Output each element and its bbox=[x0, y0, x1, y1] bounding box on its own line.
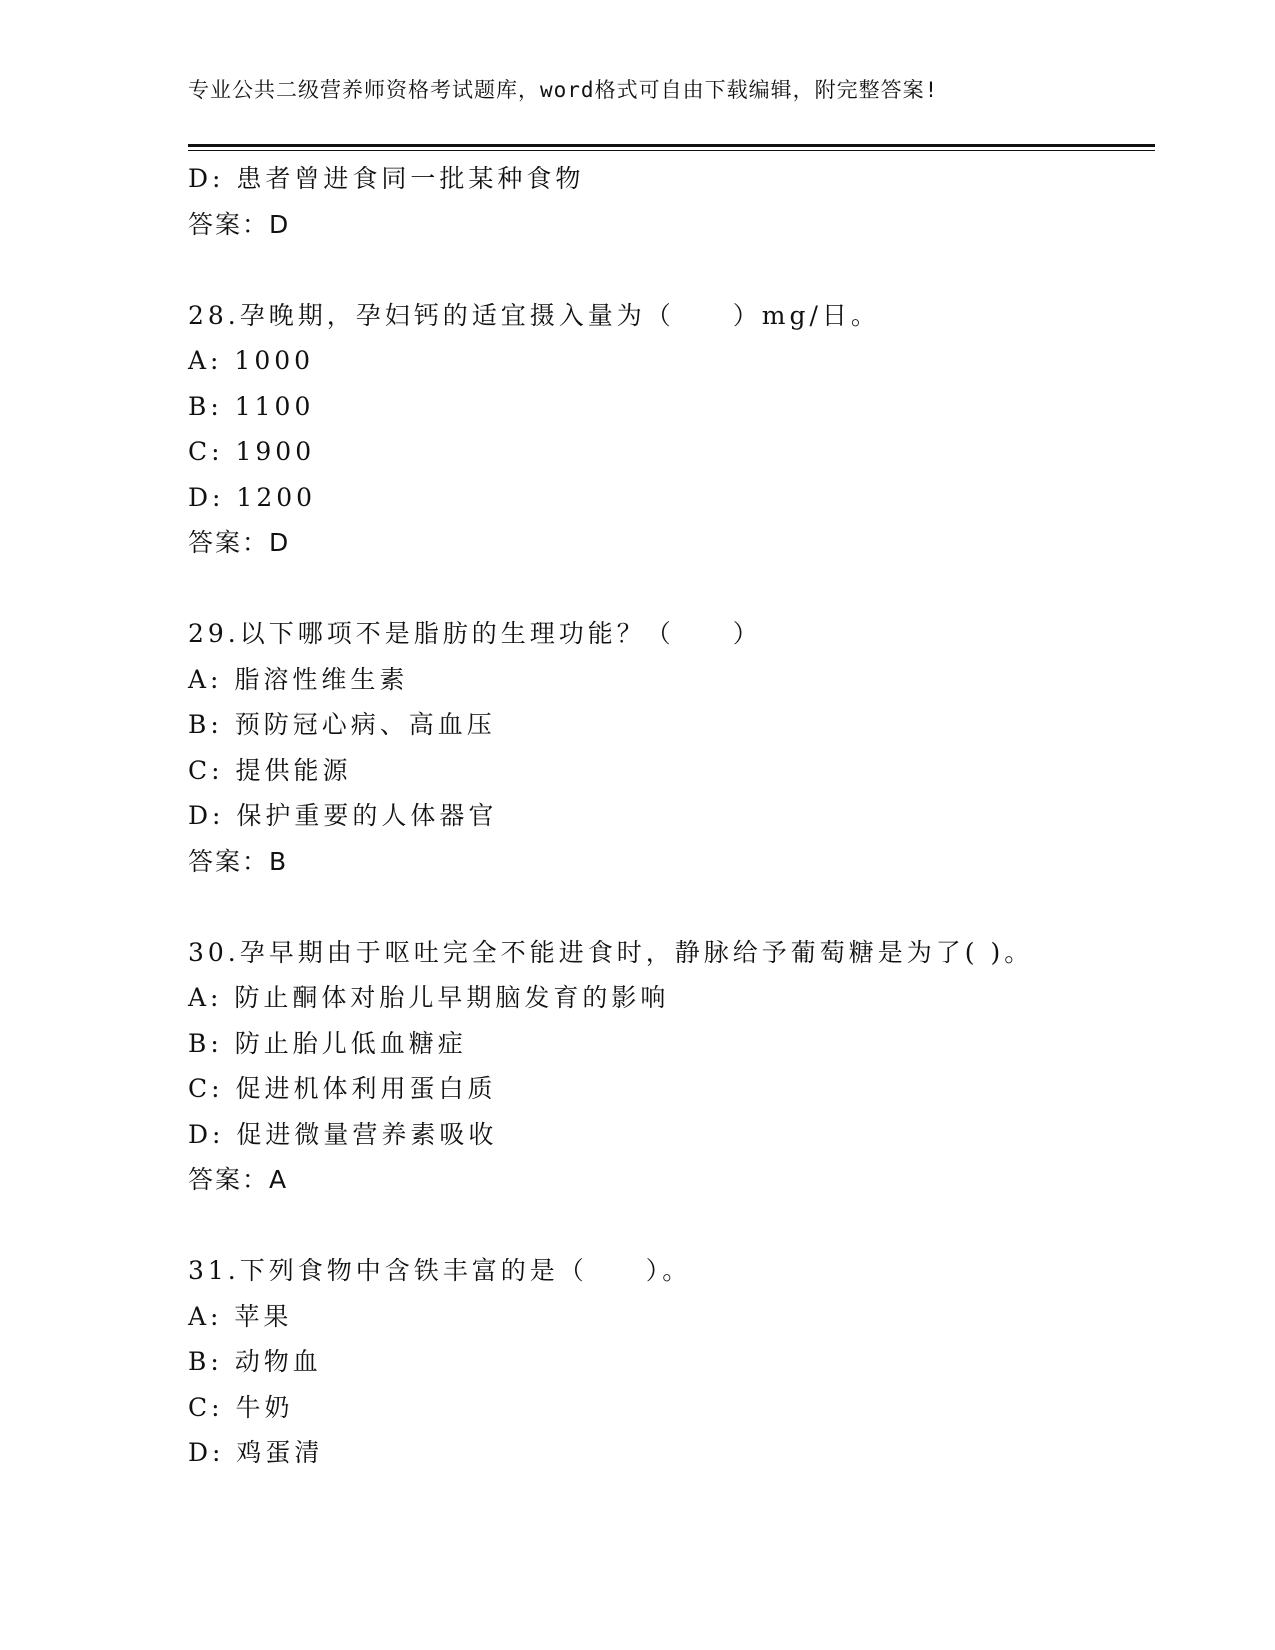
option-text: D: 鸡蛋清 bbox=[188, 1438, 324, 1467]
answer-text: 答案：B bbox=[188, 846, 289, 876]
header-rule-thick bbox=[188, 144, 1155, 147]
question-text: 30.孕早期由于呕吐完全不能进食时，静脉给予葡萄糖是为了( )。 bbox=[188, 937, 1034, 967]
spacer bbox=[188, 884, 1148, 930]
option-text: A: 苹果 bbox=[188, 1301, 293, 1331]
option-text: C: 促进机体利用蛋白质 bbox=[188, 1074, 497, 1103]
option-text: A: 脂溶性维生素 bbox=[188, 664, 409, 694]
question-text: 29.以下哪项不是脂肪的生理功能？（ ） bbox=[188, 619, 762, 648]
option-text: A: 防止酮体对胎儿早期脑发育的影响 bbox=[188, 983, 670, 1012]
question-text: 31.下列食物中含铁丰富的是（ ）。 bbox=[188, 1256, 692, 1285]
option-text: C: 牛奶 bbox=[188, 1392, 294, 1422]
option-text: D: 保护重要的人体器官 bbox=[188, 801, 498, 830]
option-text: D: 促进微量营养素吸收 bbox=[188, 1119, 498, 1149]
answer-text: 答案：D bbox=[188, 528, 291, 557]
option-text: C: 1900 bbox=[188, 437, 316, 466]
spacer bbox=[188, 247, 1148, 293]
page-header: 专业公共二级营养师资格考试题库，word格式可自由下载编辑，附完整答案! bbox=[188, 78, 939, 102]
option-text: C: 提供能源 bbox=[188, 755, 352, 785]
answer-text: 答案：D bbox=[188, 209, 291, 239]
option-text: D: 患者曾进食同一批某种食物 bbox=[188, 164, 585, 193]
option-text: D: 1200 bbox=[188, 482, 317, 512]
answer-text: 答案：A bbox=[188, 1165, 289, 1194]
option-text: A: 1000 bbox=[188, 346, 315, 375]
question-text: 28.孕晚期，孕妇钙的适宜摄入量为（ ）mg/日。 bbox=[188, 300, 880, 330]
option-text: B: 预防冠心病、高血压 bbox=[188, 710, 496, 739]
question-list bbox=[188, 156, 1148, 1476]
spacer bbox=[188, 1203, 1148, 1249]
option-text: B: 防止胎儿低血糖症 bbox=[188, 1028, 467, 1058]
header-rule-thin bbox=[188, 150, 1155, 151]
spacer bbox=[188, 566, 1148, 612]
option-text: B: 1100 bbox=[188, 391, 315, 421]
option-text: B: 动物血 bbox=[188, 1347, 322, 1376]
